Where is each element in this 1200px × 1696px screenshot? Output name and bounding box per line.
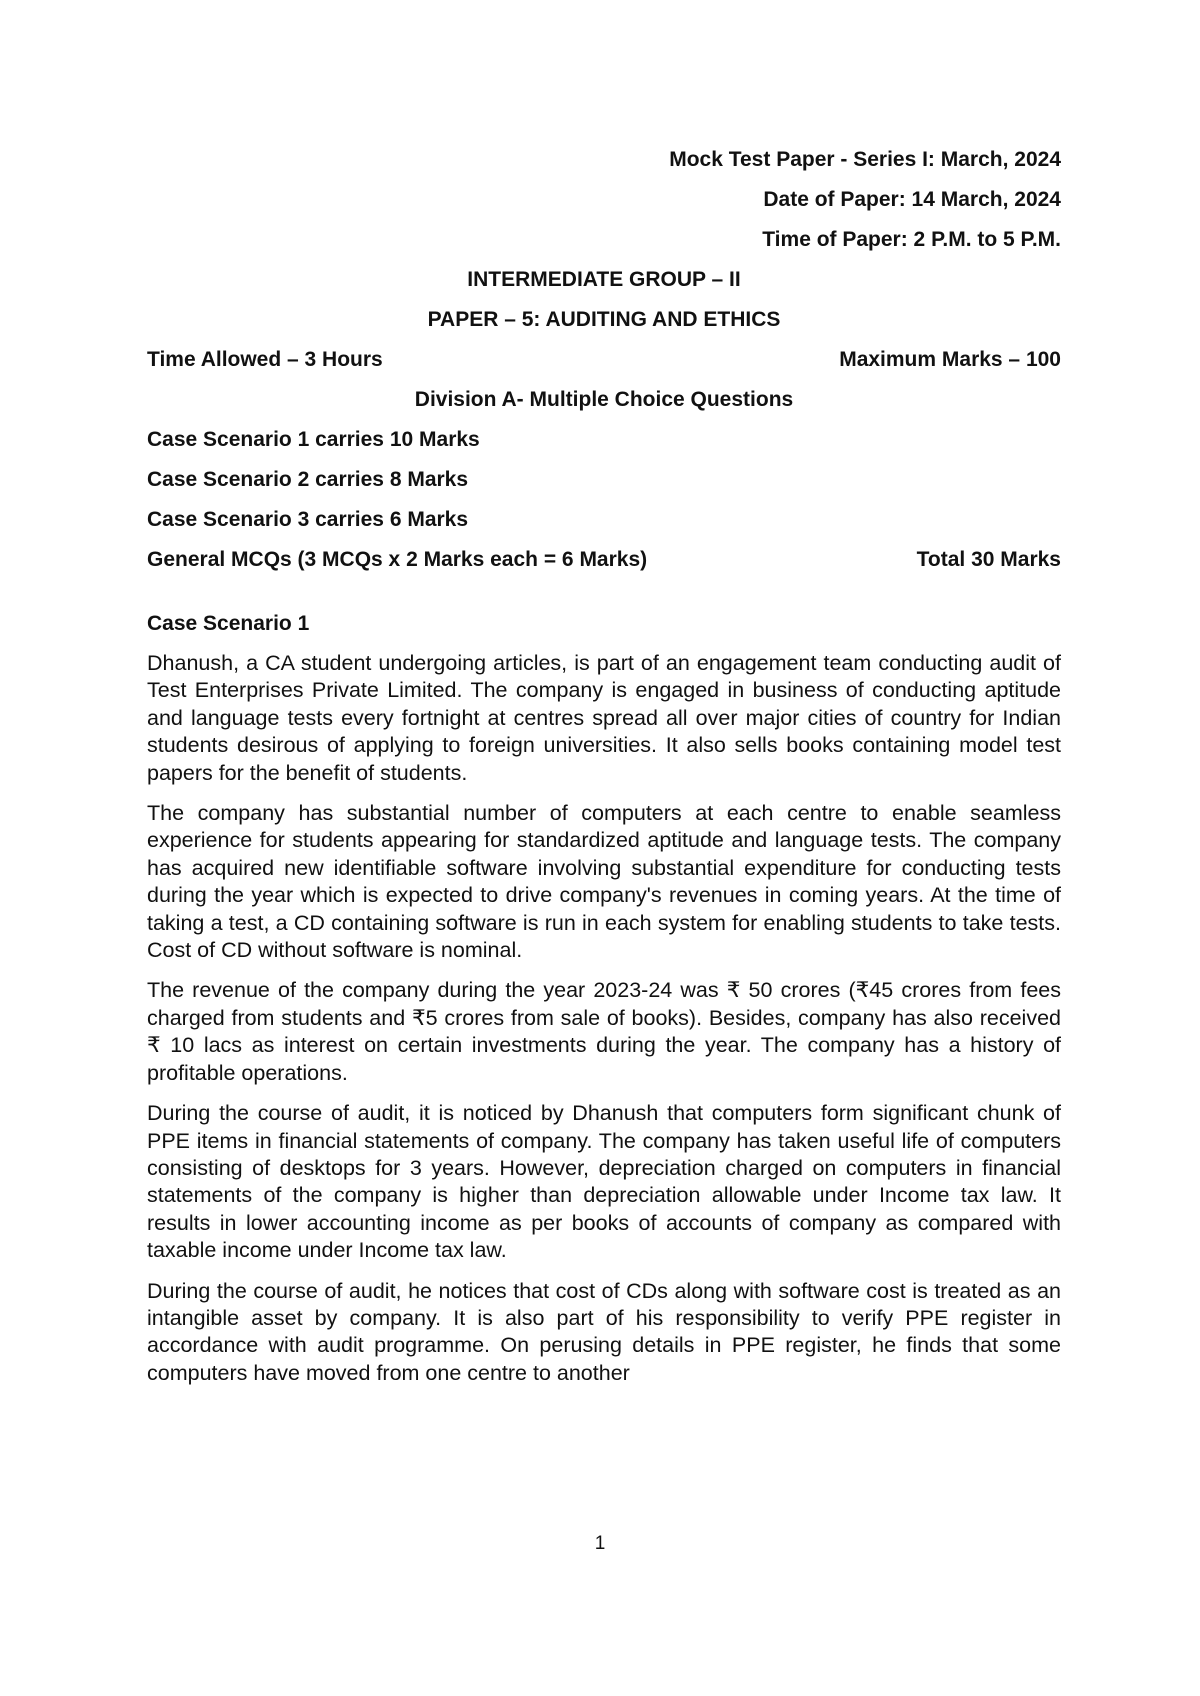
time-marks-row	[147, 346, 1061, 373]
case-paragraph: During the course of audit, he notices that cost of CDs along with software cost is treated as an intangible asset by company. It is also part of his responsibility to verify PPE register in accordance with audit programme. On perusing details in PPE register, he finds that some computers have moved from one centre to another	[147, 1278, 1061, 1385]
general-mcq-row	[147, 546, 1061, 573]
total-marks: Total 30 Marks	[916, 548, 1061, 571]
time-allowed: Time Allowed – 3 Hours	[147, 348, 383, 371]
group-heading: INTERMEDIATE GROUP – II	[467, 268, 741, 291]
case-paragraph: During the course of audit, it is noticed by Dhanush that computers form significant chunk of PPE items in financial statements of company. The company has taken useful life of computers consisting of desktops for 3 years. However, depreciation charged on computers in financial statements of the company is higher than depreciation allowable under Income tax law. It results in lower accounting income as per books of accounts of company as compared with taxable income under Income tax law.	[147, 1101, 1061, 1263]
date-of-paper: Date of Paper: 14 March, 2024	[763, 188, 1061, 211]
page-content	[147, 146, 1061, 1400]
mock-test-title: Mock Test Paper - Series I: March, 2024	[669, 148, 1061, 171]
case-scenario-1-marks: Case Scenario 1 carries 10 Marks	[147, 428, 480, 451]
division-title: Division A- Multiple Choice Questions	[414, 388, 794, 411]
page-number: 1	[594, 1533, 606, 1554]
case-scenario-1-title: Case Scenario 1	[147, 612, 310, 635]
case-scenario-2-marks: Case Scenario 2 carries 8 Marks	[147, 468, 469, 491]
case-paragraph: The company has substantial number of computers at each centre to enable seamless experience for students appearing for standardized aptitude and language tests. The company has acquired new identifiable software involving substantial expenditure for conducting tests during the year which is expected to drive company's revenues in coming years. At the time of taking a test, a CD containing software is run in each system for enabling students to take tests. Cost of CD without software is nominal.	[147, 801, 1061, 963]
maximum-marks: Maximum Marks – 100	[839, 348, 1061, 371]
case-scenario-3-marks: Case Scenario 3 carries 6 Marks	[147, 508, 469, 531]
case-paragraph: Dhanush, a CA student undergoing articles, is part of an engagement team conducting audit of Test Enterprises Private Limited. The company is engaged in business of conducting aptitude and language tests every fortnight at centres spread all over major cities of country for Indian students desirous of applying to foreign universities. It also sells books containing model test papers for the benefit of students.	[147, 651, 1061, 785]
case-paragraph: The revenue of the company during the year 2023-24 was ₹ 50 crores (₹45 crores from fees charged from students and ₹5 crores from sale of books). Besides, company has also received ₹ 10 lacs as interest on certain investments during the year. The company has a history of profitable operations.	[147, 978, 1061, 1085]
general-mcqs: General MCQs (3 MCQs x 2 Marks each = 6 Marks)	[147, 548, 648, 571]
paper-heading: PAPER – 5: AUDITING AND ETHICS	[427, 308, 781, 331]
time-of-paper: Time of Paper: 2 P.M. to 5 P.M.	[762, 228, 1061, 251]
